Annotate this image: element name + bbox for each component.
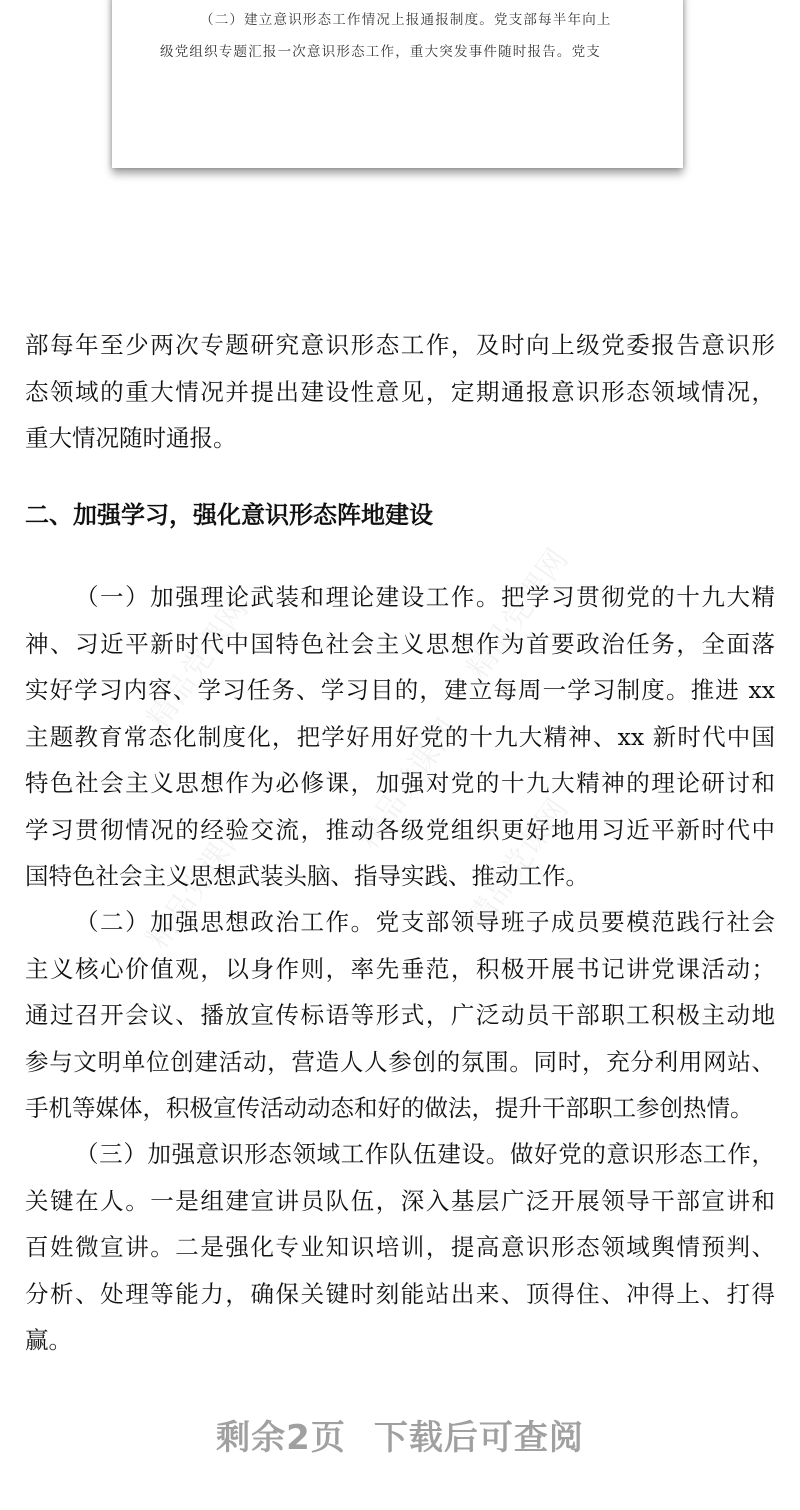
text-line: （三）加强意识形态领域工作队伍建设。做好党的意识形态工作， bbox=[75, 1140, 775, 1168]
text-line: （一）加强理论武装和理论建设工作。把学习贯彻党的十九大精 bbox=[75, 583, 775, 611]
text-line: 主义核心价值观，以身作则，率先垂范，积极开展书记讲党课活动； bbox=[25, 954, 775, 983]
text-line: 手机等媒体，积极宣传活动动态和好的做法，提升干部职工参创热情。 bbox=[25, 1094, 754, 1122]
card-line: 级党组织专题汇报一次意识形态工作，重大突发事件随时报告。党支 bbox=[160, 44, 601, 60]
text-line: 神、习近平新时代中国特色社会主义思想作为首要政治任务，全面落 bbox=[25, 629, 775, 658]
watermark: 精品党课网 bbox=[460, 792, 576, 936]
remaining-pages-label[interactable]: 剩余2页 bbox=[216, 1418, 346, 1458]
text-line: 百姓微宣讲。二是强化专业知识培训，提高意识形态领域舆情预判、 bbox=[25, 1233, 775, 1261]
watermark: 精品党课网 bbox=[350, 712, 466, 856]
text-line: 部每年至少两次专题研究意识形态工作，及时向上级党委报告意识形 bbox=[25, 331, 775, 359]
download-prompt[interactable] bbox=[0, 1410, 800, 1459]
text-line: 学习贯彻情况的经验交流，推动各级党组织更好地用习近平新时代中 bbox=[25, 815, 775, 844]
paragraph-ideological-work bbox=[25, 899, 775, 1132]
text-line: 态领域的重大情况并提出建设性意见，定期通报意识形态领域情况， bbox=[25, 377, 775, 406]
section-heading: 二、加强学习，强化意识形态阵地建设 bbox=[25, 501, 433, 529]
continuation-paragraph bbox=[25, 322, 775, 462]
card-line: （二）建立意识形态工作情况上报通报制度。党支部每半年向上 bbox=[200, 12, 612, 28]
preview-page-card bbox=[112, 0, 683, 168]
text-line: 分析、处理等能力，确保关键时刻能站出来、顶得住、冲得上、打得 bbox=[25, 1279, 775, 1308]
text-line: 主题教育常态化制度化，把学好用好党的十九大精神、xx 新时代中国 bbox=[25, 722, 775, 751]
text-line: 赢。 bbox=[25, 1326, 72, 1354]
text-line: 关键在人。一是组建宣讲员队伍，深入基层广泛开展领导干部宣讲和 bbox=[25, 1186, 775, 1215]
watermark: 精品党课网 bbox=[460, 542, 576, 686]
text-line: 重大情况随时通报。 bbox=[25, 424, 237, 452]
text-line: 参与文明单位创建活动，营造人人参创的氛围。同时，充分利用网站、 bbox=[25, 1047, 775, 1076]
text-line: （二）加强思想政治工作。党支部领导班子成员要模范践行社会 bbox=[75, 908, 775, 936]
watermark: 精品党课网 bbox=[140, 812, 256, 956]
text-line: 通过召开会议、播放宣传标语等形式，广泛动员干部职工积极主动地 bbox=[25, 1001, 775, 1029]
text-line: 特色社会主义思想作为必修课，加强对党的十九大精神的理论研讨和 bbox=[25, 769, 775, 797]
text-line: 国特色社会主义思想武装头脑、指导实践、推动工作。 bbox=[25, 862, 589, 890]
download-hint-label[interactable]: 下载后可查阅 bbox=[373, 1418, 584, 1458]
text-line: 实好学习内容、学习任务、学习目的，建立每周一学习制度。推进 xx bbox=[25, 676, 775, 704]
watermark: 精品党课网 bbox=[140, 592, 256, 736]
paragraph-team-building bbox=[25, 1131, 775, 1364]
paragraph-theory-study bbox=[25, 574, 775, 900]
